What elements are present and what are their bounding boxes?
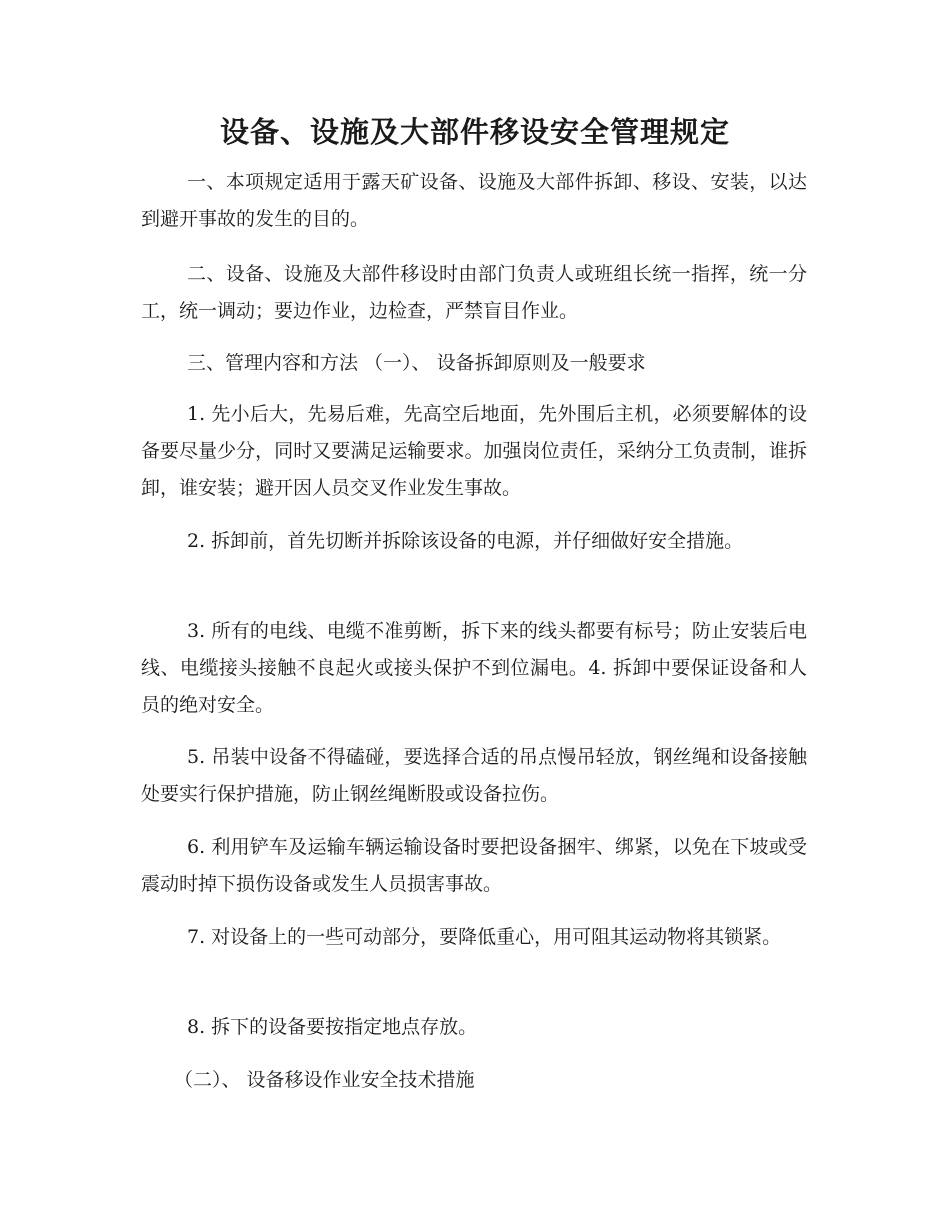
paragraph-item-7: 7. 对设备上的一些可动部分，要降低重心，用可阻其运动物将其锁紧。 [187, 926, 782, 948]
paragraph-item-3-4: 3. 所有的电线、电缆不准剪断，拆下来的线头都要有标号；防止安装后电线、电缆接头接触不良起火或接头保护不到位漏电。4. 拆卸中要保证设备和人员的绝对安全。 [141, 620, 807, 716]
paragraph-section-three-heading: 三、管理内容和方法 （一）、 设备拆卸原则及一般要求 [187, 352, 646, 374]
document-title: 设备、设施及大部件移设安全管理规定 [219, 115, 730, 149]
paragraph-scope: 一、本项规定适用于露天矿设备、设施及大部件拆卸、移设、安装，以达到避开事故的发生的目的。 [141, 171, 807, 230]
paragraph-command: 二、设备、设施及大部件移设时由部门负责人或班组长统一指挥，统一分工，统一调动；要边作业，边检查，严禁盲目作业。 [141, 263, 807, 322]
paragraph-item-2: 2. 拆卸前，首先切断并拆除该设备的电源，并仔细做好安全措施。 [187, 530, 744, 552]
paragraph-item-6: 6. 利用铲车及运输车辆运输设备时要把设备捆牢、绑紧，以免在下坡或受震动时掉下损伤设备或发生人员损害事故。 [141, 836, 807, 895]
paragraph-item-5: 5. 吊装中设备不得磕碰，要选择合适的吊点慢吊轻放，钢丝绳和设备接触处要实行保护措施，防止钢丝绳断股或设备拉伤。 [141, 746, 807, 805]
paragraph-item-1: 1. 先小后大，先易后难，先高空后地面，先外围后主机，必须要解体的设备要尽量少分，同时又要满足运输要求。加强岗位责任，采纳分工负责制，谁拆卸，谁安装；避开因人员交叉作业发生事故。 [141, 403, 807, 499]
paragraph-item-8: 8. 拆下的设备要按指定地点存放。 [187, 1016, 478, 1038]
paragraph-subsection-two-heading: （二）、 设备移设作业安全技术措施 [174, 1069, 475, 1091]
